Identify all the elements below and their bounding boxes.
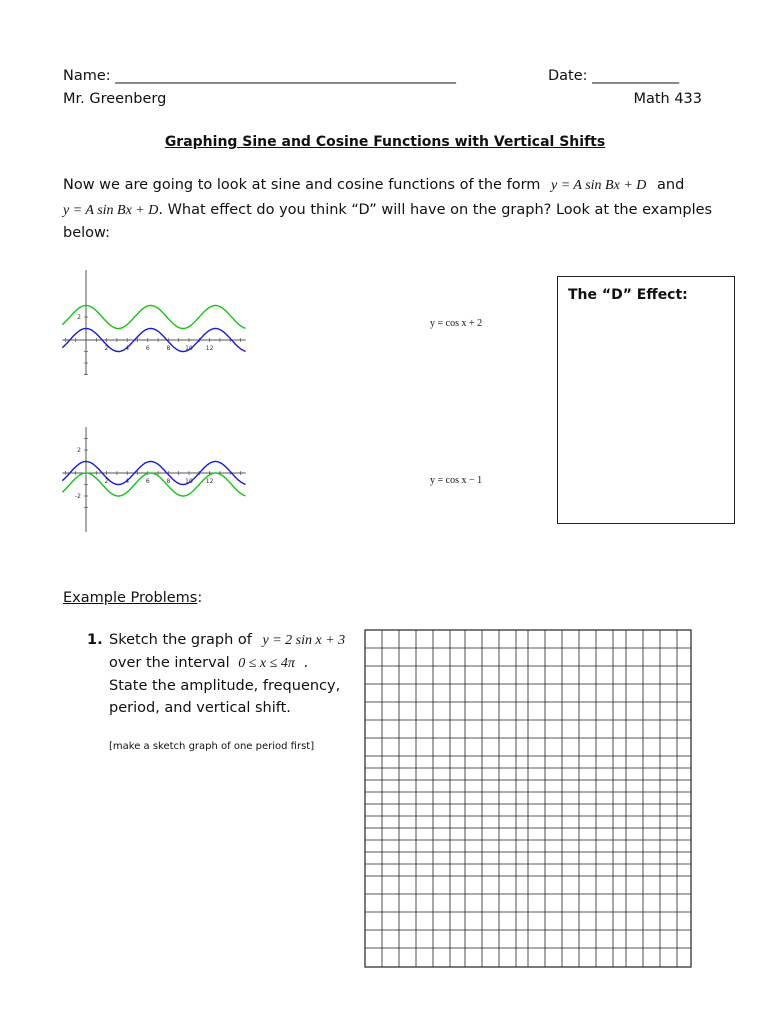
course-name: Math 433 — [633, 91, 702, 107]
x-tick-label: 10 — [185, 345, 193, 352]
y-tick-label: -2 — [75, 493, 81, 500]
graph-2-label: y = cos x − 1 — [430, 475, 483, 486]
x-tick-label: 4 — [125, 478, 130, 485]
intro-and: and — [657, 177, 685, 193]
graph-cos-plus-2 — [58, 265, 368, 380]
graph-paper-grid[interactable] — [364, 629, 692, 968]
d-effect-box[interactable] — [557, 276, 735, 524]
x-tick-label: 6 — [145, 478, 150, 485]
graph-1-label: y = cos x + 2 — [430, 318, 483, 329]
problem-note: [make a sketch graph of one period first] — [109, 741, 315, 752]
problem-formula-1: y = 2 sin x + 3 — [262, 633, 346, 648]
problem-line-1 — [109, 632, 345, 649]
y-tick-label: 2 — [77, 314, 81, 321]
problem-number: 1. — [87, 632, 103, 648]
x-tick-label: 6 — [145, 345, 150, 352]
x-tick-label: 2 — [104, 345, 109, 352]
page-title: Graphing Sine and Cosine Functions with Vertical Shifts — [164, 134, 606, 150]
intro-text-1: Now we are going to look at sine and cosine functions of the form — [63, 177, 541, 193]
shifted-curve — [62, 306, 245, 329]
x-tick-label: 10 — [185, 478, 193, 485]
x-tick-label: 8 — [166, 478, 171, 485]
problem-period: . — [303, 655, 309, 671]
problem-line-2 — [109, 655, 308, 672]
teacher-name: Mr. Greenberg — [63, 91, 167, 107]
graph-cos-minus-1 — [58, 422, 368, 537]
x-tick-label: 12 — [205, 345, 214, 352]
date-field-label: Date: ____________ — [548, 68, 680, 84]
x-tick-label: 12 — [205, 478, 214, 485]
intro-line-2 — [63, 202, 712, 219]
intro-line-1 — [63, 177, 684, 194]
shifted-curve — [62, 473, 245, 496]
example-heading-colon: : — [197, 590, 203, 606]
intro-line-3: below: — [63, 225, 110, 241]
x-tick-label: 2 — [104, 478, 109, 485]
x-tick-label: 8 — [166, 345, 171, 352]
problem-line-4: period, and vertical shift. — [109, 700, 291, 716]
name-field-label: Name: _______________________________________________ — [63, 68, 457, 84]
d-effect-label: The “D” Effect: — [568, 287, 688, 303]
problem-line-3: State the amplitude, frequency, — [109, 678, 341, 694]
intro-text-2: . What effect do you think “D” will have on the graph? Look at the examples — [158, 202, 713, 218]
problem-text-2: over the interval — [109, 655, 230, 671]
example-problems-heading — [63, 590, 202, 606]
intro-formula-2: y = A sin Bx + D — [63, 203, 159, 218]
problem-formula-2: 0 ≤ x ≤ 4π — [238, 656, 295, 671]
example-heading-text: Example Problems — [63, 590, 198, 606]
x-tick-label: 4 — [125, 345, 130, 352]
intro-formula-1: y = A sin Bx + D — [551, 178, 647, 193]
problem-text-1: Sketch the graph of — [109, 632, 252, 648]
y-tick-label: 2 — [77, 447, 81, 454]
